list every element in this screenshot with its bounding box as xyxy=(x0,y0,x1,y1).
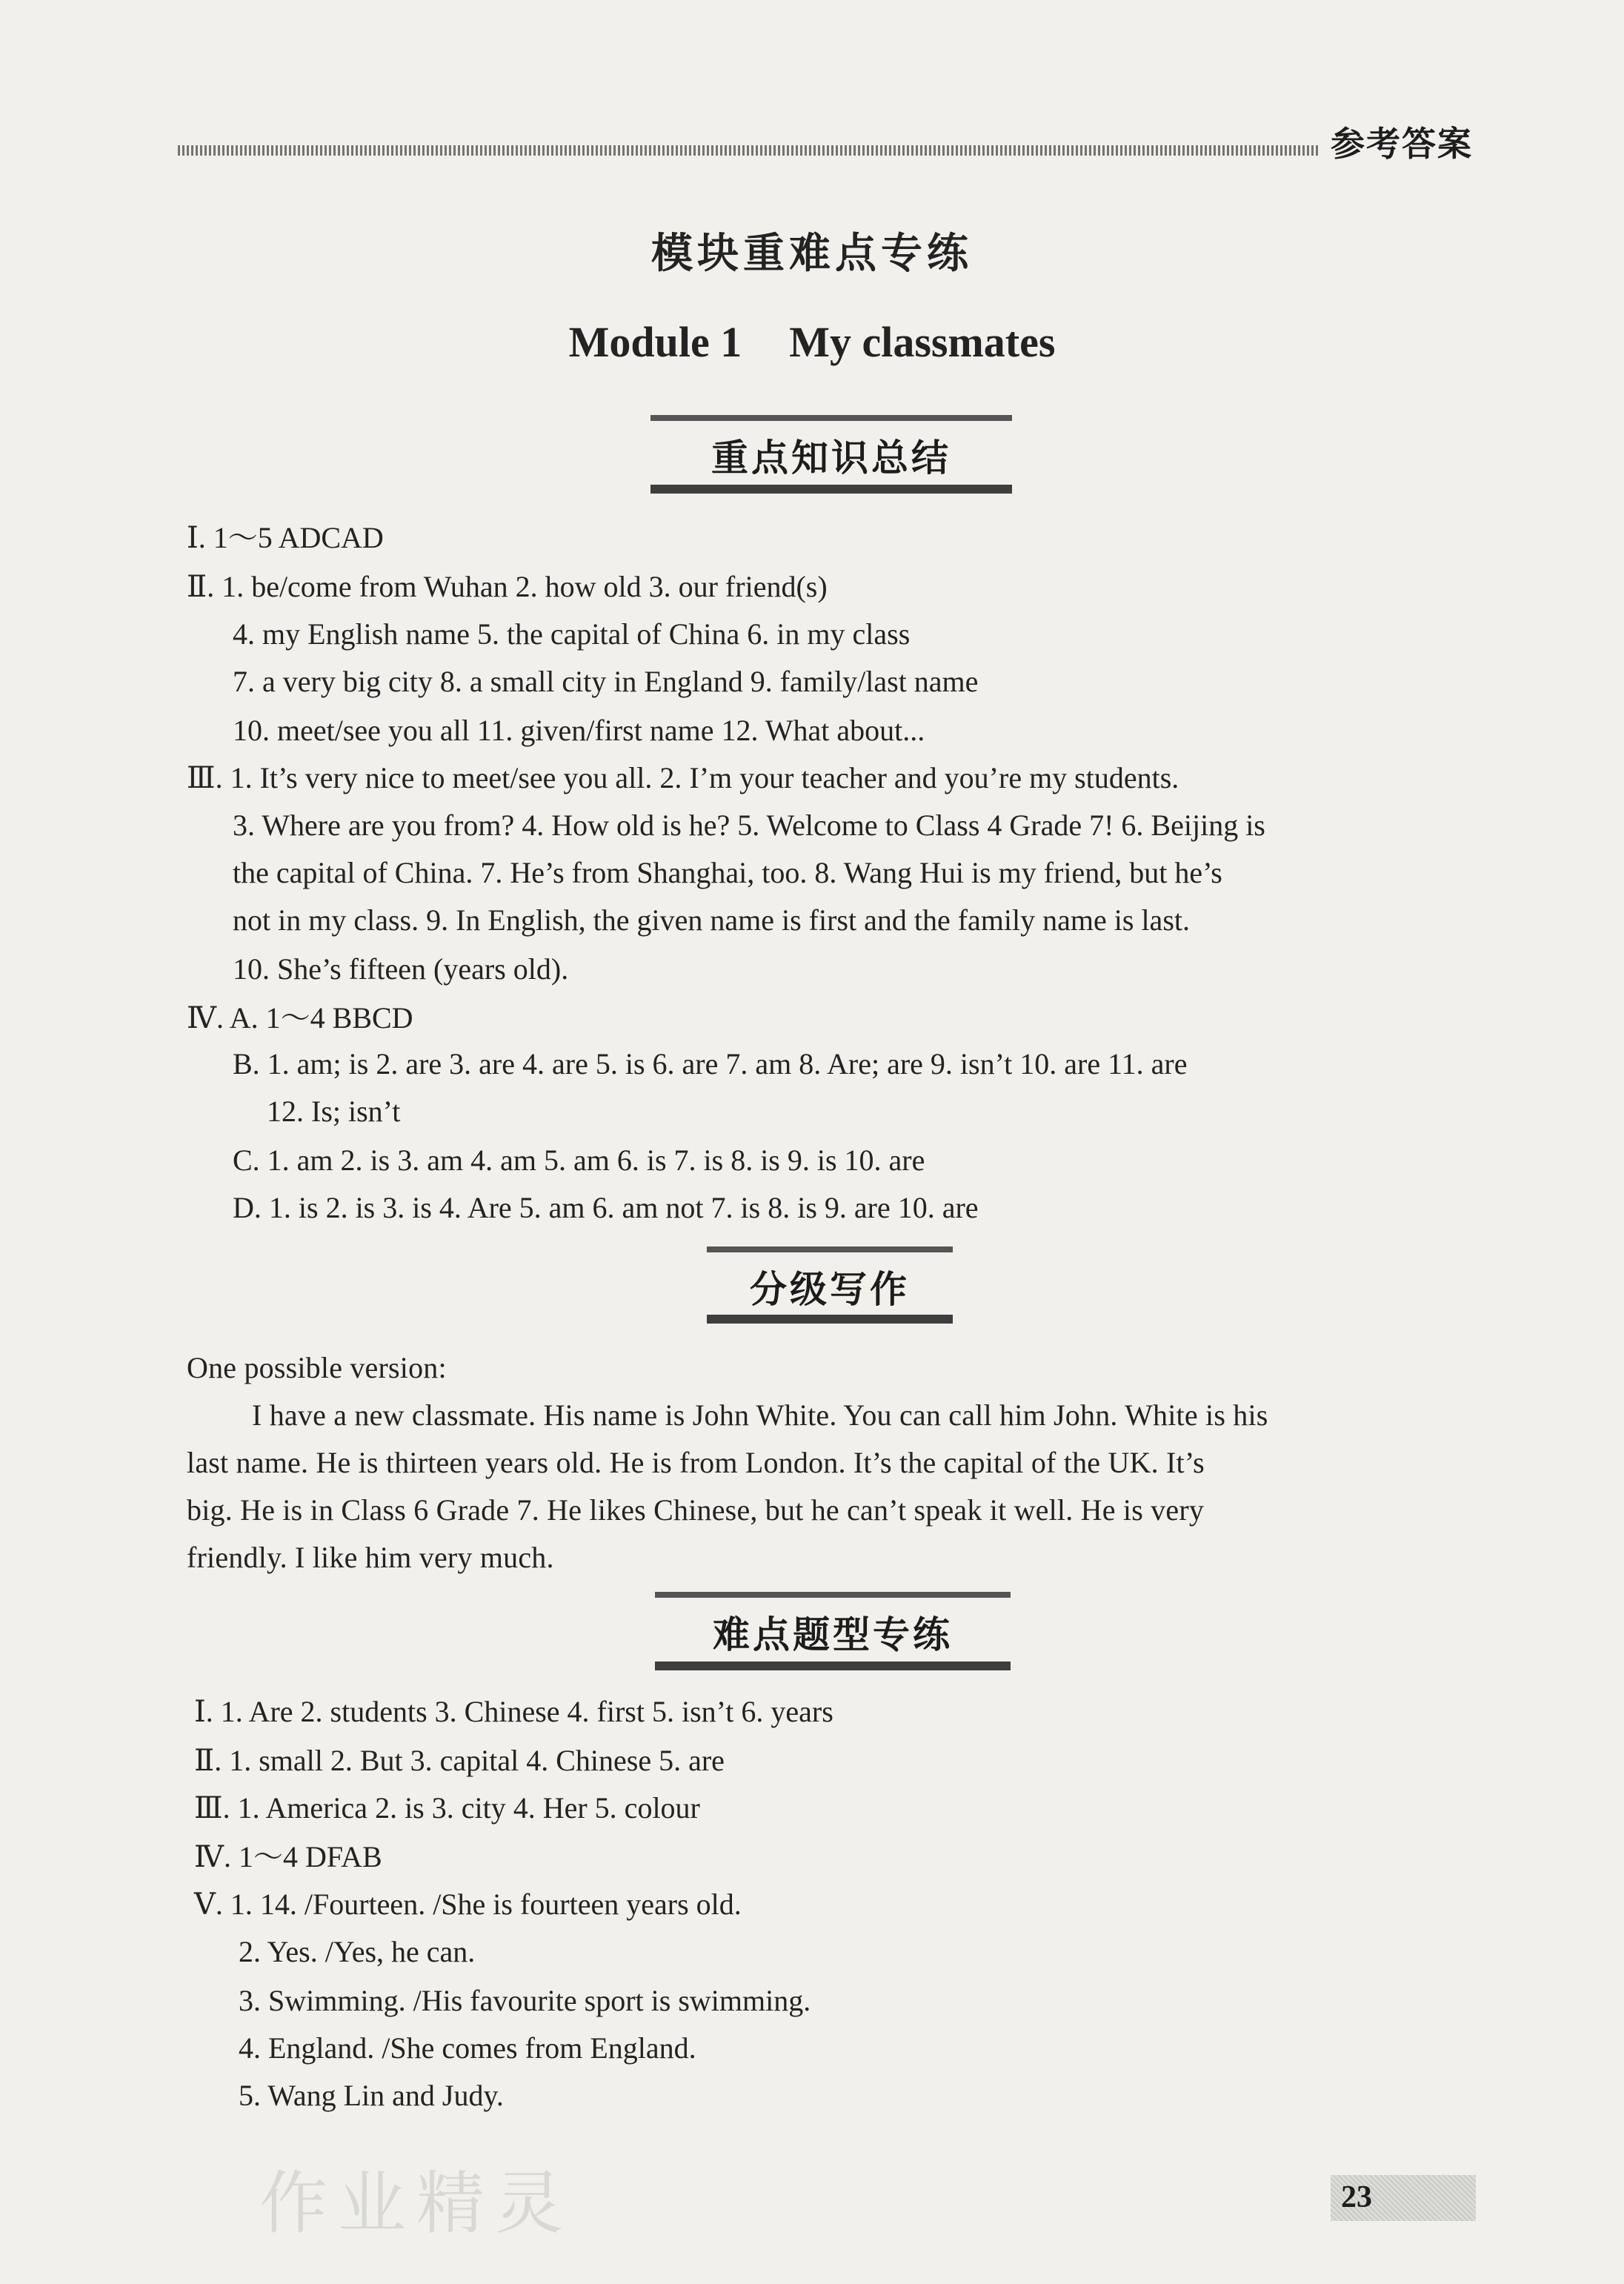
module-name: My classmates xyxy=(789,318,1056,366)
section-title: 分级写作 xyxy=(750,1268,910,1311)
watermark: 作业精灵 xyxy=(259,2164,574,2243)
section-title: 重点知识总结 xyxy=(711,436,951,479)
answer-line: Ⅲ. 1. It’s very nice to meet/see you all. 2. I’m your teacher and you’re my students. xyxy=(187,761,1179,794)
answer-line: B. 1. am; is 2. are 3. are 4. are 5. is 6. are 7. am 8. Are; are 9. isn’t 10. are 11. are xyxy=(233,1047,1188,1080)
section-banner-difficult-types xyxy=(655,1592,1011,1670)
answer-line: Ⅰ. 1～5 ADCAD xyxy=(187,521,384,554)
module-title xyxy=(0,317,1624,367)
section-banner-key-knowledge xyxy=(650,415,1012,494)
answer-line: D. 1. is 2. is 3. is 4. Are 5. am 6. am not 7. is 8. is 9. are 10. are xyxy=(233,1191,979,1224)
writing-intro: One possible version: xyxy=(187,1351,447,1384)
header-label: 参考答案 xyxy=(1331,124,1473,164)
answer-line: Ⅳ. A. 1～4 BBCD xyxy=(187,1001,413,1035)
answer-line: Ⅲ. 1. America 2. is 3. city 4. Her 5. colour xyxy=(194,1791,700,1825)
answer-line: Ⅴ. 1. 14. /Fourteen. /She is fourteen years old. xyxy=(194,1888,742,1921)
writing-paragraph-line: I have a new classmate. His name is John White. You can call him John. White is his xyxy=(252,1398,1268,1432)
answer-line: Ⅱ. 1. small 2. But 3. capital 4. Chinese 5. are xyxy=(194,1744,725,1777)
answer-line: 3. Where are you from? 4. How old is he? 5. Welcome to Class 4 Grade 7! 6. Beijing is xyxy=(233,809,1265,842)
answer-line: Ⅱ. 1. be/come from Wuhan 2. how old 3. our friend(s) xyxy=(187,570,828,603)
module-number: Module 1 xyxy=(568,318,742,366)
page-number-box xyxy=(1331,2175,1476,2221)
answer-line: the capital of China. 7. He’s from Shanghai, too. 8. Wang Hui is my friend, but he’s xyxy=(233,856,1222,889)
page-number: 23 xyxy=(1341,2180,1372,2214)
answer-line: Ⅳ. 1～4 DFAB xyxy=(194,1840,382,1873)
section-banner-writing xyxy=(707,1246,953,1324)
answer-line: 5. Wang Lin and Judy. xyxy=(239,2079,504,2112)
answer-line: 3. Swimming. /His favourite sport is swimming. xyxy=(239,1984,811,2017)
writing-paragraph-line: last name. He is thirteen years old. He is from London. It’s the capital of the UK. It’s xyxy=(187,1446,1205,1479)
answer-line: 10. meet/see you all 11. given/first name 12. What about... xyxy=(233,714,925,747)
writing-paragraph-line: big. He is in Class 6 Grade 7. He likes Chinese, but he can’t speak it well. He is very xyxy=(187,1493,1205,1527)
answer-line: 2. Yes. /Yes, he can. xyxy=(239,1935,476,1968)
answer-line: 7. a very big city 8. a small city in England 9. family/last name xyxy=(233,665,979,698)
section-title: 难点题型专练 xyxy=(713,1613,953,1656)
answer-line: 4. my English name 5. the capital of China 6. in my class xyxy=(233,617,911,651)
answer-line: not in my class. 9. In English, the given name is first and the family name is last. xyxy=(233,903,1190,937)
answer-line: C. 1. am 2. is 3. am 4. am 5. am 6. is 7. is 8. is 9. is 10. are xyxy=(233,1143,925,1177)
answer-line: 10. She’s fifteen (years old). xyxy=(233,952,569,986)
answer-line: Ⅰ. 1. Are 2. students 3. Chinese 4. first 5. isn’t 6. years xyxy=(194,1695,833,1728)
header-rule xyxy=(178,145,1320,156)
page-title: 模块重难点专练 xyxy=(651,230,973,278)
answer-line: 4. England. /She comes from England. xyxy=(239,2031,696,2065)
writing-paragraph-line: friendly. I like him very much. xyxy=(187,1541,554,1574)
answer-line: 12. Is; isn’t xyxy=(267,1095,401,1128)
